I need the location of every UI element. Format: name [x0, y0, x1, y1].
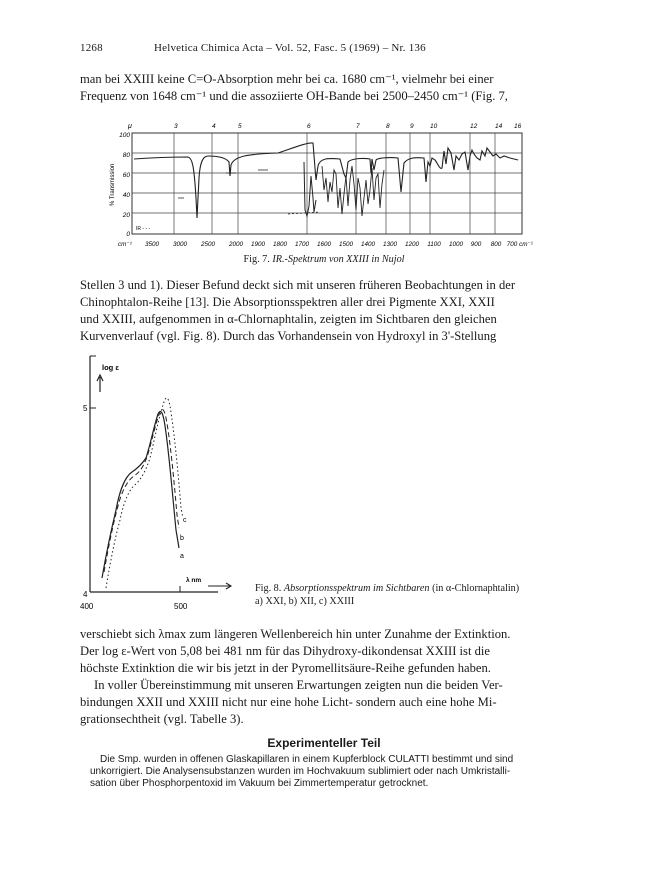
top-tick: 16 — [514, 123, 522, 130]
text-line: bindungen XXII und XXIII nicht nur eine hohe Licht- sondern auch eine hohe Mi- — [80, 695, 497, 709]
middle-paragraph — [80, 277, 568, 345]
text-line: unkorrigiert. Die Analysensubstanzen wurden im Hochvakuum sublimiert oder nach Umkristalli- — [90, 766, 511, 778]
top-tick: 8 — [386, 123, 390, 130]
curve-label-c: c — [183, 517, 187, 524]
text-line: verschiebt sich λmax zum längeren Wellenbereich hin unter Zunahme der Extinktion. — [80, 627, 511, 641]
page-number: 1268 — [80, 42, 103, 54]
bottom-tick: 2000 — [228, 241, 244, 248]
fig8-caption — [255, 582, 585, 608]
bottom-tick: 1800 — [272, 241, 288, 248]
plot-frame — [132, 133, 522, 234]
y-tick-labels — [119, 132, 130, 238]
y-axis-label: % Transmission — [110, 163, 116, 206]
text-line: und XXIII, aufgenommen in α-Chlornaphtalin, zeigten im Sichtbaren den gleichen — [80, 312, 497, 326]
y-tick: 5 — [83, 404, 88, 413]
text-line: Die Smp. wurden in offenen Glaskapillaren in einem Kupferblock CULATTI bestimmt und sind — [100, 754, 514, 765]
y-tick: 100 — [119, 132, 130, 139]
right-arrow-icon — [208, 583, 231, 589]
ir-short-marks — [178, 170, 268, 198]
top-tick: 14 — [495, 123, 503, 130]
fig7-caption-prefix: Fig. 7. — [243, 254, 270, 265]
text-line: grationsechtheit (vgl. Tabelle 3). — [80, 712, 244, 726]
bottom-tick: 3500 — [144, 241, 160, 248]
curve-label-b: b — [180, 535, 184, 542]
curve-label-a: a — [180, 553, 184, 560]
y-tick: 4 — [83, 590, 88, 599]
journal-title: Helvetica Chimica Acta – Vol. 52, Fasc. 5 (1969) – Nr. 136 — [154, 42, 426, 54]
section-title: Experimenteller Teil — [267, 736, 381, 750]
text-line: In voller Übereinstimmung mit unseren Erwartungen zeigten nun die beiden Ver- — [94, 678, 503, 692]
curve-b — [104, 410, 179, 572]
fig7-caption — [0, 254, 648, 265]
curve-a — [102, 412, 179, 578]
bottom-tick: 2500 — [200, 241, 216, 248]
text-line: Der log ε-Wert von 5,08 bei 481 nm für das Dihydroxy-dikondensat XXIII ist die — [80, 644, 490, 658]
bottom-tick: 1100 — [427, 241, 441, 248]
text-line: man bei XXIII keine C=O-Absorption mehr bei ca. 1680 cm⁻¹, vielmehr bei einer — [80, 72, 494, 86]
bottom-tick: 1700 — [294, 241, 310, 248]
x-tick: 400 — [80, 602, 94, 611]
text-line: Frequenz von 1648 cm⁻¹ und die assoziierte OH-Bande bei 2500–2450 cm⁻¹ (Fig. 7, — [80, 89, 508, 103]
y-axis-label: log ε — [102, 363, 119, 372]
fig8-caption-prefix: Fig. 8. — [255, 583, 282, 594]
bottom-tick: 1500 — [338, 241, 354, 248]
experimental-paragraph — [90, 754, 560, 791]
top-tick: 10 — [430, 123, 438, 130]
top-unit-label: μ — [128, 123, 132, 130]
y-tick: 20 — [122, 212, 130, 219]
fig8-caption-line2: a) XXI, b) XII, c) XXIII — [255, 596, 355, 607]
bottom-tick: 700 — [506, 241, 518, 248]
y-tick: 0 — [126, 231, 130, 238]
x-tick: 500 — [174, 602, 188, 611]
top-tick: 6 — [307, 123, 311, 130]
top-tick: 7 — [356, 123, 360, 130]
bottom-tick: 3000 — [172, 241, 188, 248]
y-tick: 40 — [122, 192, 130, 199]
bottom-tick: 1400 — [360, 241, 376, 248]
bottom-tick: 1000 — [448, 241, 464, 248]
text-line: Stellen 3 und 1). Dieser Befund deckt sich mit unseren früheren Beobachtungen in der — [80, 278, 516, 292]
ir-band-1600 — [304, 162, 316, 216]
grid — [132, 133, 522, 234]
fig8-caption-suffix: (in α-Chlornaphtalin) — [432, 583, 520, 594]
text-line: höchste Extinktion die wir bis jetzt in der Pyromellitsäure-Reihe gefunden haben. — [80, 661, 491, 675]
fig8-caption-line1 — [255, 582, 585, 595]
y-tick: 80 — [122, 152, 130, 159]
top-tick-labels — [174, 123, 522, 130]
results-paragraph — [80, 626, 568, 728]
corner-label: IR - - - — [136, 226, 151, 232]
text-line: Chinophtalon-Reihe [13]. Die Absorptionsspektren aller drei Pigmente XXI, XXII — [80, 295, 495, 309]
bottom-tick: 1600 — [316, 241, 332, 248]
text-line: Kurvenverlauf (vgl. Fig. 8). Durch das Vorhandensein von Hydroxyl in 3'-Stellung — [80, 329, 497, 343]
top-tick: 4 — [212, 123, 216, 130]
bottom-tick: 1300 — [382, 241, 398, 248]
ir-spectrum-figure — [108, 118, 536, 250]
y-tick: 60 — [122, 172, 130, 179]
bottom-tick: 1900 — [250, 241, 266, 248]
text-line: sation über Phosphorpentoxid im Vakuum bei Zimmertemperatur getrocknet. — [90, 778, 429, 790]
fig8-caption-title: Absorptionsspektrum im Sichtbaren — [283, 583, 430, 594]
bottom-tick: 1200 — [404, 241, 420, 248]
bottom-unit-left: cm⁻¹ — [118, 241, 132, 248]
ir-bands-fingerprint — [322, 166, 384, 216]
up-arrow-icon — [97, 375, 103, 392]
uv-vis-spectrum-figure — [80, 350, 255, 615]
bottom-unit-right: cm⁻¹ — [519, 241, 533, 248]
bottom-tick-labels — [145, 241, 518, 248]
top-tick: 5 — [238, 123, 242, 130]
fig7-caption-title: IR.-Spektrum von XXIII in Nujol — [272, 254, 405, 265]
top-tick: 3 — [174, 123, 178, 130]
bottom-tick: 900 — [470, 241, 482, 248]
top-tick: 12 — [470, 123, 478, 130]
intro-paragraph — [80, 71, 568, 105]
top-tick: 9 — [410, 123, 414, 130]
curve-c — [106, 398, 183, 588]
x-axis-label: λ nm — [186, 577, 202, 584]
bottom-tick: 800 — [490, 241, 502, 248]
